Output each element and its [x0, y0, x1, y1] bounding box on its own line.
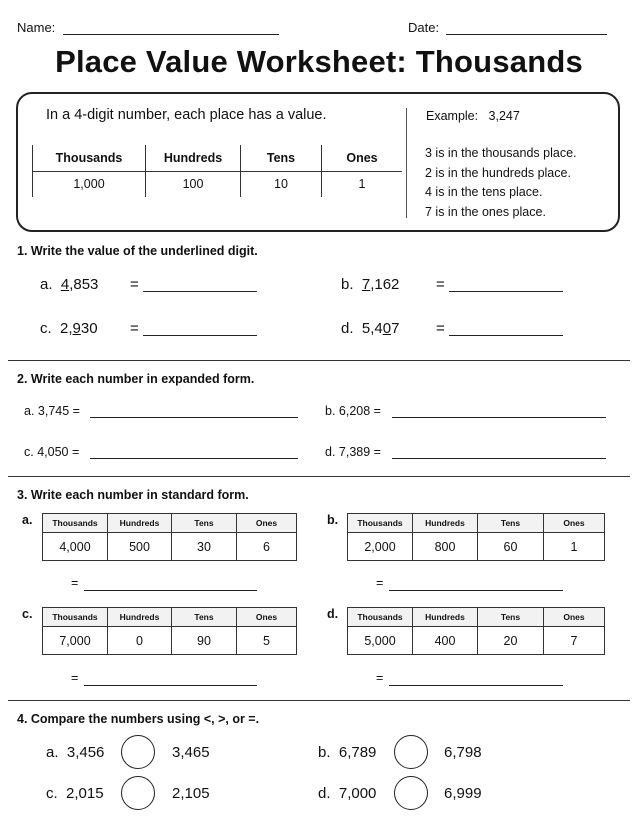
item-letter: c. — [40, 320, 52, 337]
cell-tens: 90 — [172, 627, 237, 655]
s3-answer-line-a[interactable] — [84, 590, 257, 591]
header-thousands: Thousands — [348, 514, 413, 533]
s2-item-b-label: b. 6,208 = — [325, 404, 381, 418]
cell-thousands: 2,000 — [348, 533, 413, 561]
header-thousands: Thousands — [348, 608, 413, 627]
section-divider — [8, 360, 630, 361]
standard-form-table-c — [42, 607, 297, 655]
value-thousands: 1,000 — [33, 171, 146, 197]
example-line: 2 is in the hundreds place. — [425, 165, 571, 180]
underlined-digit: 0 — [382, 320, 392, 337]
header-hundreds: Hundreds — [146, 145, 241, 171]
s3-answer-line-b[interactable] — [389, 590, 563, 591]
s1-item-c — [40, 320, 98, 337]
header-hundreds: Hundreds — [108, 608, 172, 627]
cell-ones: 5 — [237, 627, 297, 655]
standard-form-table-b — [347, 513, 605, 561]
name-field[interactable] — [63, 34, 279, 35]
answer-line-d[interactable] — [449, 335, 563, 336]
cell-ones: 6 — [237, 533, 297, 561]
right-number: 3,465 — [172, 744, 210, 761]
header-ones: Ones — [544, 608, 605, 627]
underlined-digit: 9 — [72, 320, 81, 337]
left-number: 3,456 — [66, 744, 105, 761]
cell-hundreds: 0 — [108, 627, 172, 655]
example-line: 4 is in the tens place. — [425, 185, 543, 200]
cell-thousands: 7,000 — [43, 627, 108, 655]
place-value-table — [32, 145, 402, 197]
section-divider — [8, 700, 630, 701]
section1-heading: 1. Write the value of the underlined digit. — [17, 244, 258, 258]
item-letter: b. — [327, 513, 339, 527]
cell-hundreds: 800 — [413, 533, 478, 561]
item-letter: a. — [22, 513, 33, 527]
example-label: Example: — [426, 109, 479, 123]
s2-item-a-label: a. 3,745 = — [24, 404, 80, 418]
section3-heading: 3. Write each number in standard form. — [17, 488, 249, 502]
example-heading — [426, 109, 520, 123]
equals-sign: = — [436, 320, 445, 337]
standard-form-table-a — [42, 513, 297, 561]
example-explanation — [425, 144, 577, 223]
cell-ones: 1 — [544, 533, 605, 561]
s2-answer-line-b[interactable] — [392, 417, 606, 418]
header-hundreds: Hundreds — [108, 514, 172, 533]
header-tens: Tens — [478, 514, 544, 533]
s3-answer-line-d[interactable] — [389, 685, 563, 686]
header-ones: Ones — [237, 514, 297, 533]
s1-item-a — [40, 276, 98, 293]
number-part: 5,4 — [361, 320, 383, 337]
example-line: 7 is in the ones place. — [425, 205, 546, 220]
equals-sign: = — [436, 276, 445, 293]
date-field[interactable] — [446, 34, 607, 35]
item-letter: d. — [341, 320, 354, 337]
s1-item-b — [341, 276, 399, 293]
item-letter: b. — [341, 276, 354, 293]
s3-answer-line-c[interactable] — [84, 685, 257, 686]
s1-item-d — [341, 320, 399, 337]
header-thousands: Thousands — [33, 145, 146, 171]
section4-heading: 4. Compare the numbers using <, >, or =. — [17, 712, 260, 726]
equals-sign: = — [71, 576, 79, 590]
number-part: 30 — [80, 320, 98, 337]
underlined-digit: 4 — [60, 276, 70, 293]
header-thousands: Thousands — [43, 514, 108, 533]
item-letter: d. — [327, 607, 339, 621]
s2-answer-line-d[interactable] — [392, 458, 606, 459]
s2-answer-line-c[interactable] — [90, 458, 298, 459]
number-part: ,853 — [69, 276, 99, 293]
header-tens: Tens — [241, 145, 322, 171]
value-hundreds: 100 — [146, 171, 241, 197]
left-number: 6,789 — [338, 744, 377, 761]
cell-hundreds: 500 — [108, 533, 172, 561]
cell-tens: 60 — [478, 533, 544, 561]
equals-sign: = — [130, 276, 139, 293]
header-hundreds: Hundreds — [413, 514, 478, 533]
s4-item-c — [46, 785, 104, 802]
header-ones: Ones — [322, 145, 403, 171]
number-part: 7 — [391, 320, 400, 337]
equals-sign: = — [376, 576, 384, 590]
cell-tens: 20 — [478, 627, 544, 655]
cell-hundreds: 400 — [413, 627, 478, 655]
section-divider — [8, 476, 630, 477]
s2-item-c-label: c. 4,050 = — [24, 445, 80, 459]
number-part: ,162 — [370, 276, 400, 293]
item-letter: c. — [46, 785, 58, 802]
item-letter: a. — [40, 276, 53, 293]
intro-divider — [406, 108, 407, 218]
cell-thousands: 5,000 — [348, 627, 413, 655]
compare-circle-d[interactable] — [394, 776, 428, 810]
equals-sign: = — [71, 671, 79, 685]
section2-heading: 2. Write each number in expanded form. — [17, 372, 255, 386]
s2-item-d-label: d. 7,389 = — [325, 445, 381, 459]
left-number: 2,015 — [66, 785, 104, 802]
header-tens: Tens — [172, 608, 237, 627]
item-letter: b. — [318, 744, 331, 761]
example-number: 3,247 — [488, 109, 520, 123]
s4-item-b — [318, 744, 376, 761]
intro-text: In a 4-digit number, each place has a value. — [46, 107, 327, 123]
item-letter: d. — [318, 785, 331, 802]
header-tens: Tens — [478, 608, 544, 627]
s2-answer-line-a[interactable] — [90, 417, 298, 418]
item-letter: c. — [22, 607, 33, 621]
header-hundreds: Hundreds — [413, 608, 478, 627]
cell-ones: 7 — [544, 627, 605, 655]
left-number: 7,000 — [338, 785, 377, 802]
example-line: 3 is in the thousands place. — [425, 146, 577, 160]
right-number: 6,999 — [444, 785, 482, 802]
page-title: Place Value Worksheet: Thousands — [55, 44, 583, 79]
answer-line-a[interactable] — [143, 291, 257, 292]
compare-circle-a[interactable] — [121, 735, 155, 769]
header-thousands: Thousands — [43, 608, 108, 627]
s4-item-a — [46, 744, 104, 761]
answer-line-b[interactable] — [449, 291, 563, 292]
s4-item-d — [318, 785, 376, 802]
date-label: Date: — [408, 20, 440, 35]
compare-circle-c[interactable] — [121, 776, 155, 810]
standard-form-table-d — [347, 607, 605, 655]
value-ones: 1 — [322, 171, 403, 197]
cell-tens: 30 — [172, 533, 237, 561]
equals-sign: = — [376, 671, 384, 685]
header-tens: Tens — [172, 514, 237, 533]
underlined-digit: 7 — [361, 276, 371, 293]
header-ones: Ones — [237, 608, 297, 627]
name-label: Name: — [17, 20, 56, 35]
number-part: 2, — [60, 320, 73, 337]
cell-thousands: 4,000 — [43, 533, 108, 561]
value-tens: 10 — [241, 171, 322, 197]
answer-line-c[interactable] — [143, 335, 257, 336]
right-number: 2,105 — [172, 785, 210, 802]
header-ones: Ones — [544, 514, 605, 533]
right-number: 6,798 — [444, 744, 482, 761]
item-letter: a. — [46, 744, 59, 761]
equals-sign: = — [130, 320, 139, 337]
compare-circle-b[interactable] — [394, 735, 428, 769]
